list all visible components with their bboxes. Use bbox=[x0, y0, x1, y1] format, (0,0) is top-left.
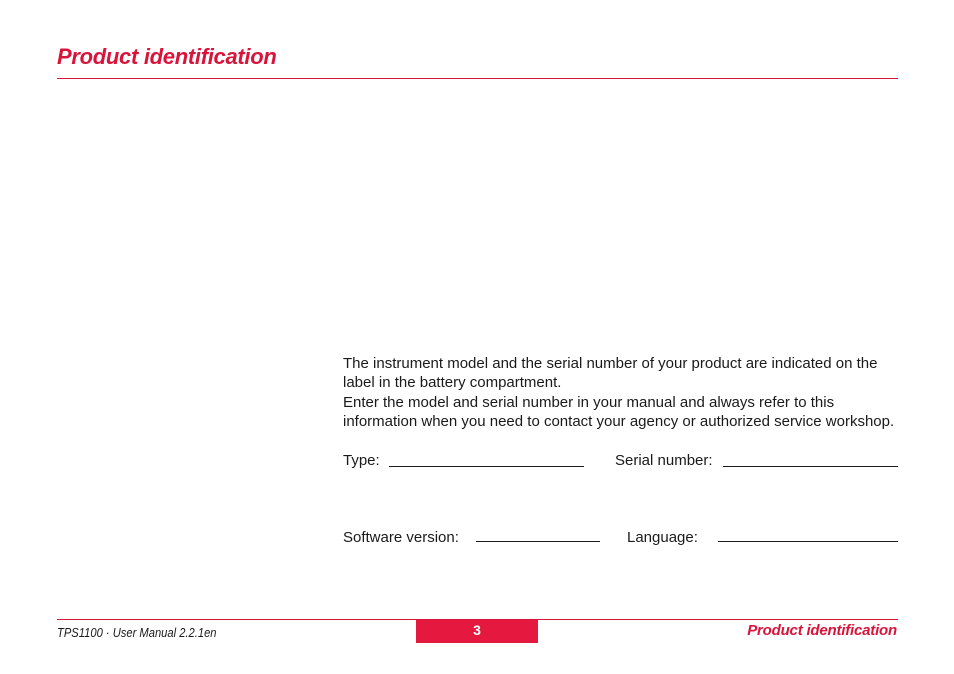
software-version-label: Software version: bbox=[343, 529, 459, 546]
software-version-field-line bbox=[476, 541, 600, 542]
language-field-line bbox=[718, 541, 898, 542]
page-title: Product identification bbox=[57, 44, 277, 69]
serial-number-label: Serial number: bbox=[615, 452, 713, 469]
type-label: Type: bbox=[343, 452, 380, 469]
type-field-line bbox=[389, 466, 584, 467]
language-label: Language: bbox=[627, 529, 698, 546]
body-text bbox=[343, 354, 903, 432]
title-divider bbox=[57, 78, 898, 79]
serial-number-field-line bbox=[723, 466, 898, 467]
paragraph-record-instructions: Enter the model and serial number in your manual and always refer to this information when you need to contact your agency or authorized service workshop. bbox=[343, 393, 895, 431]
paragraph-model-location: The instrument model and the serial number of your product are indicated on the label in the battery compartment. bbox=[343, 355, 878, 392]
footer-manual-title: TPS1100 · User Manual 2.2.1en bbox=[57, 625, 217, 640]
footer-section-title: Product identification bbox=[747, 622, 897, 639]
page-number-badge: 3 bbox=[416, 620, 538, 643]
